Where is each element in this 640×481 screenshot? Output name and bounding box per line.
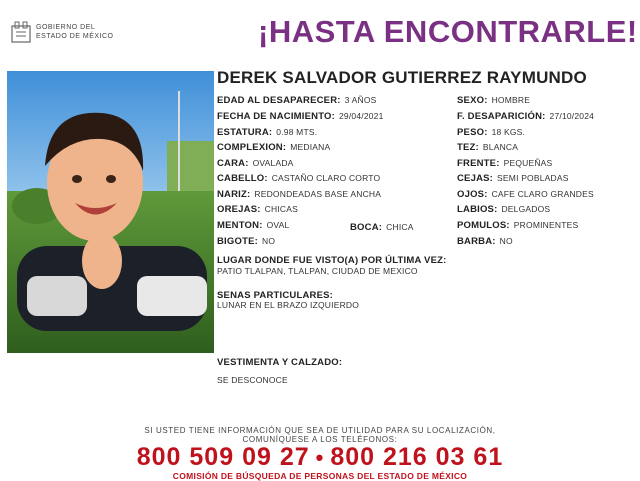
field-cara bbox=[217, 158, 294, 169]
field-menton bbox=[217, 220, 289, 231]
field-label: NARIZ: bbox=[217, 189, 251, 200]
phone-1: 800 509 09 27 bbox=[136, 443, 310, 471]
info-line-1: SI USTED TIENE INFORMACIÓN QUE SEA DE UTILIDAD PARA SU LOCALIZACIÓN, bbox=[144, 426, 496, 435]
field-label: OJOS: bbox=[457, 189, 488, 200]
logo-line-2: ESTADO DE MÉXICO bbox=[36, 33, 114, 40]
field-label: SEXO: bbox=[457, 95, 488, 106]
lugar-value: PATIO TLALPAN, TLALPAN, CIUDAD DE MEXICO bbox=[217, 266, 418, 276]
field-nariz bbox=[217, 189, 381, 200]
field-label: FRENTE: bbox=[457, 158, 500, 169]
field-bigote bbox=[217, 236, 275, 247]
field-value: OVAL bbox=[266, 220, 290, 230]
field-value: CHICAS bbox=[264, 204, 298, 214]
field-value: PROMINENTES bbox=[513, 220, 579, 230]
field-pomulos bbox=[457, 220, 578, 231]
field-value: SEMI POBLADAS bbox=[497, 173, 569, 183]
phone-numbers bbox=[0, 443, 640, 472]
field-label: BARBA: bbox=[457, 236, 496, 247]
field-value: CAFE CLARO GRANDES bbox=[491, 189, 594, 199]
field-barba bbox=[457, 236, 513, 247]
field-value: NO bbox=[499, 236, 513, 246]
field-value: MEDIANA bbox=[290, 142, 331, 152]
field-value: CHICA bbox=[386, 222, 414, 232]
field-value: 29/04/2021 bbox=[339, 111, 384, 121]
field-frente bbox=[457, 158, 552, 169]
field-label: COMPLEXION: bbox=[217, 142, 287, 153]
field-value: 27/10/2024 bbox=[549, 111, 595, 121]
field-label: POMULOS: bbox=[457, 220, 510, 231]
field-label: LABIOS: bbox=[457, 204, 498, 215]
field-ojos bbox=[457, 189, 594, 200]
lugar-label: LUGAR DONDE FUE VISTO(A) POR ÚLTIMA VEZ: bbox=[217, 255, 447, 266]
field-cejas bbox=[457, 173, 569, 184]
senas-label: SENAS PARTICULARES: bbox=[217, 290, 334, 301]
field-value: PEQUEÑAS bbox=[503, 158, 553, 168]
field-labios bbox=[457, 204, 550, 215]
field-label: BOCA: bbox=[350, 222, 383, 233]
phone-2: 800 216 03 61 bbox=[330, 443, 504, 471]
field-edad bbox=[217, 95, 377, 106]
field-complexion bbox=[217, 142, 330, 153]
field-value: BLANCA bbox=[482, 142, 519, 152]
field-label: TEZ: bbox=[457, 142, 479, 153]
field-label: ESTATURA: bbox=[217, 127, 273, 138]
field-orejas bbox=[217, 204, 298, 215]
field-label: MENTON: bbox=[217, 220, 263, 231]
field-value: OVALADA bbox=[252, 158, 294, 168]
field-value: CASTAÑO CLARO CORTO bbox=[271, 173, 381, 183]
government-logo bbox=[10, 20, 120, 46]
footer-commission: COMISIÓN DE BÚSQUEDA DE PERSONAS DEL ESTADO DE MÉXICO bbox=[172, 471, 468, 481]
info-line-2: COMUNÍQUESE A LOS TELÉFONOS: bbox=[242, 435, 398, 444]
field-label: PESO: bbox=[457, 127, 488, 138]
field-label: F. DESAPARICIÓN: bbox=[457, 111, 546, 122]
field-value: NO bbox=[261, 236, 276, 246]
missing-person-photo bbox=[7, 71, 214, 353]
field-peso bbox=[457, 127, 525, 138]
vestimenta-label: VESTIMENTA Y CALZADO: bbox=[217, 357, 343, 368]
field-value: 18 KGS. bbox=[491, 127, 526, 137]
field-value: 0.98 MTS. bbox=[276, 127, 318, 137]
field-tez bbox=[457, 142, 518, 153]
field-value: HOMBRE bbox=[491, 95, 531, 105]
field-value: DELGADOS bbox=[501, 204, 551, 214]
field-label: EDAD AL DESAPARECER: bbox=[217, 95, 341, 106]
phone-separator: • bbox=[315, 445, 325, 470]
state-seal-icon bbox=[10, 20, 32, 44]
field-estatura bbox=[217, 127, 317, 138]
field-label: FECHA DE NACIMIENTO: bbox=[217, 111, 335, 122]
logo-line-1: GOBIERNO DEL bbox=[36, 24, 96, 31]
field-f-desaparicion bbox=[457, 111, 594, 122]
field-fecha-nacimiento bbox=[217, 111, 384, 122]
field-label: OREJAS: bbox=[217, 204, 261, 215]
field-label: CABELLO: bbox=[217, 173, 268, 184]
field-sexo bbox=[457, 95, 530, 106]
headline: ¡HASTA ENCONTRARLE! bbox=[258, 14, 638, 49]
field-value: 3 AÑOS bbox=[344, 95, 377, 105]
field-label: CEJAS: bbox=[457, 173, 494, 184]
person-name: DEREK SALVADOR GUTIERREZ RAYMUNDO bbox=[217, 68, 587, 87]
field-label: BIGOTE: bbox=[217, 236, 258, 247]
field-value: REDONDEADAS BASE ANCHA bbox=[254, 189, 382, 199]
vestimenta-value: SE DESCONOCE bbox=[217, 375, 288, 385]
senas-value: LUNAR EN EL BRAZO IZQUIERDO bbox=[217, 300, 360, 310]
field-label: CARA: bbox=[217, 158, 249, 169]
field-cabello bbox=[217, 173, 380, 184]
field-boca bbox=[350, 222, 414, 233]
